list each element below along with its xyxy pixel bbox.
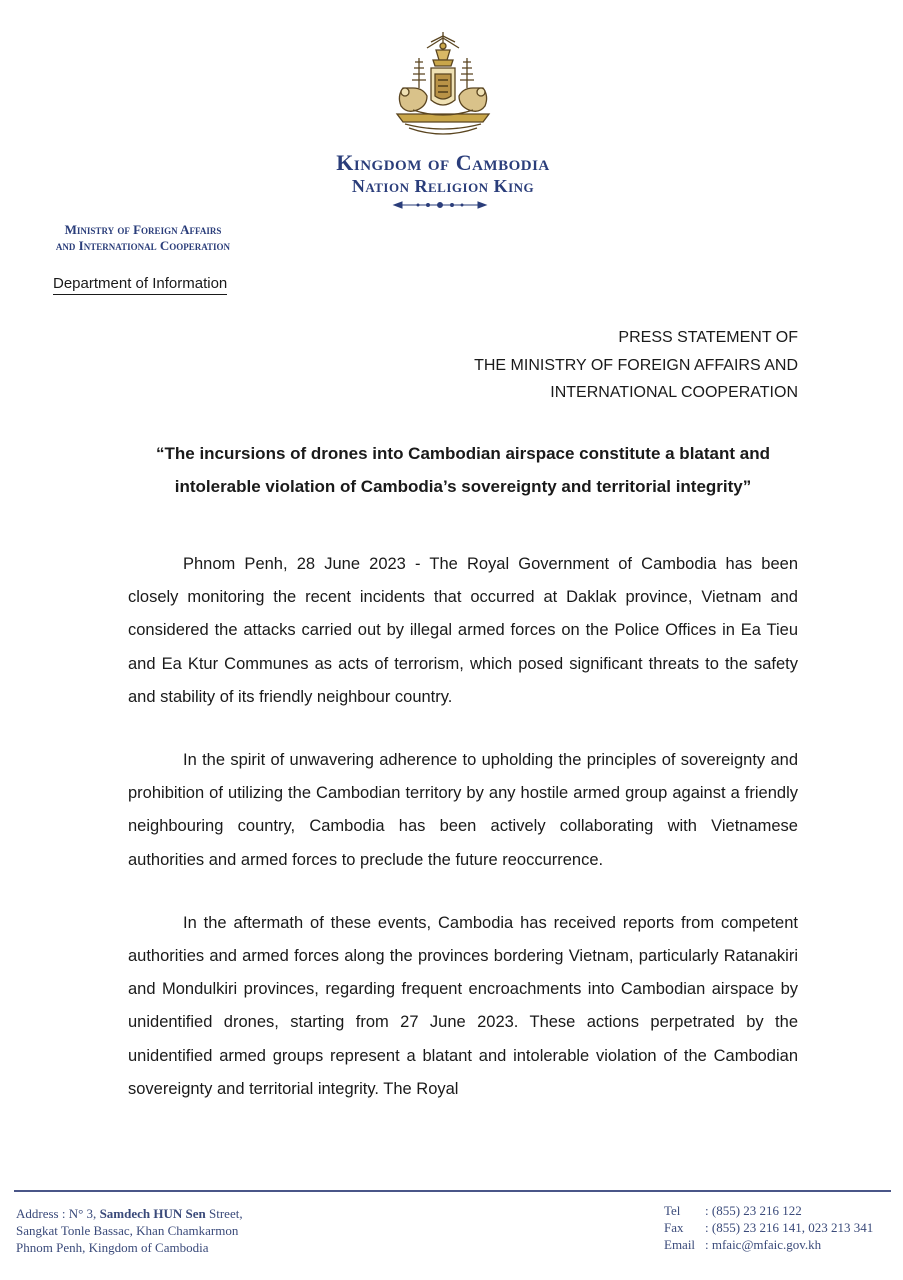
statement-subject <box>128 437 798 503</box>
ministry-name <box>12 222 274 254</box>
contact-fax <box>664 1219 873 1236</box>
fax-label: Fax <box>664 1220 684 1235</box>
email-value: : mfaic@mfaic.gov.kh <box>705 1237 822 1252</box>
footer-contact <box>664 1202 873 1253</box>
press-line-3: INTERNATIONAL COOPERATION <box>550 384 798 401</box>
address-line-2: Sangkat Tonle Bassac, Khan Chamkarmon <box>16 1223 239 1238</box>
footer-address <box>16 1205 243 1256</box>
contact-tel <box>664 1202 873 1219</box>
press-statement-heading <box>474 324 798 407</box>
address-line-1 <box>16 1205 243 1222</box>
body-paragraph: Phnom Penh, 28 June 2023 - The Royal Government of Cambodia has been closely monitoring the recent incidents that occurred at Daklak province, Vietnam and considered the attacks carried out by illegal armed forces on the Police Offices in Ea Tieu and Ea Ktur Communes as acts of terrorism, which posed significant threats to the safety and stability of its friendly neighbour country. <box>128 555 798 706</box>
tel-label: Tel <box>664 1203 681 1218</box>
subject-line-2: intolerable violation of Cambodia’s sovereignty and territorial integrity” <box>174 477 752 496</box>
address-prefix: Address : N° 3, <box>16 1206 100 1221</box>
royal-coat-of-arms-emblem <box>383 30 503 142</box>
statement-body <box>128 548 798 1136</box>
press-line-1: PRESS STATEMENT OF <box>618 329 798 346</box>
subject-line-1: “The incursions of drones into Cambodian airspace constitute a blatant and <box>156 444 770 463</box>
body-paragraph: In the spirit of unwavering adherence to upholding the principles of sovereignty and prohibition of utilizing the Cambodian territory by any hostile armed group against a friendly neighbouring country, Cambodia has been actively collaborating with Vietnamese authorities and armed forces to preclude the future reoccurrence. <box>128 751 798 869</box>
address-line-3: Phnom Penh, Kingdom of Cambodia <box>16 1240 209 1255</box>
contact-email <box>664 1236 873 1253</box>
ministry-line-1: Ministry of Foreign Affairs <box>64 222 222 237</box>
body-paragraph: In the aftermath of these events, Cambodia has received reports from competent authorities and armed forces along the provinces bordering Vietnam, particularly Ratanakiri and Mondulkiri provinces, regarding frequent encroachments into Cambodian airspace by unidentified drones, starting from 27 June 2023. These actions perpetrated by the unidentified armed groups represent a blatant and intolerable violation of the Cambodian sovereignty and territorial integrity. The Royal <box>128 913 798 1098</box>
fax-value: : (855) 23 216 141, 023 213 341 <box>705 1220 874 1235</box>
address-street-name: Samdech HUN Sen <box>99 1206 206 1221</box>
department-label: Department of Information <box>53 275 227 295</box>
email-label: Email <box>664 1237 696 1252</box>
address-street-suffix: Street, <box>205 1206 243 1221</box>
decorative-divider-ornament <box>390 199 490 211</box>
kingdom-title: Kingdom of Cambodia <box>336 150 550 175</box>
press-line-2: THE MINISTRY OF FOREIGN AFFAIRS AND <box>474 356 798 374</box>
national-motto: Nation Religion King <box>351 176 535 196</box>
ministry-line-2: and International Cooperation <box>55 238 231 253</box>
footer-divider <box>14 1190 891 1192</box>
tel-value: : (855) 23 216 122 <box>705 1203 802 1218</box>
